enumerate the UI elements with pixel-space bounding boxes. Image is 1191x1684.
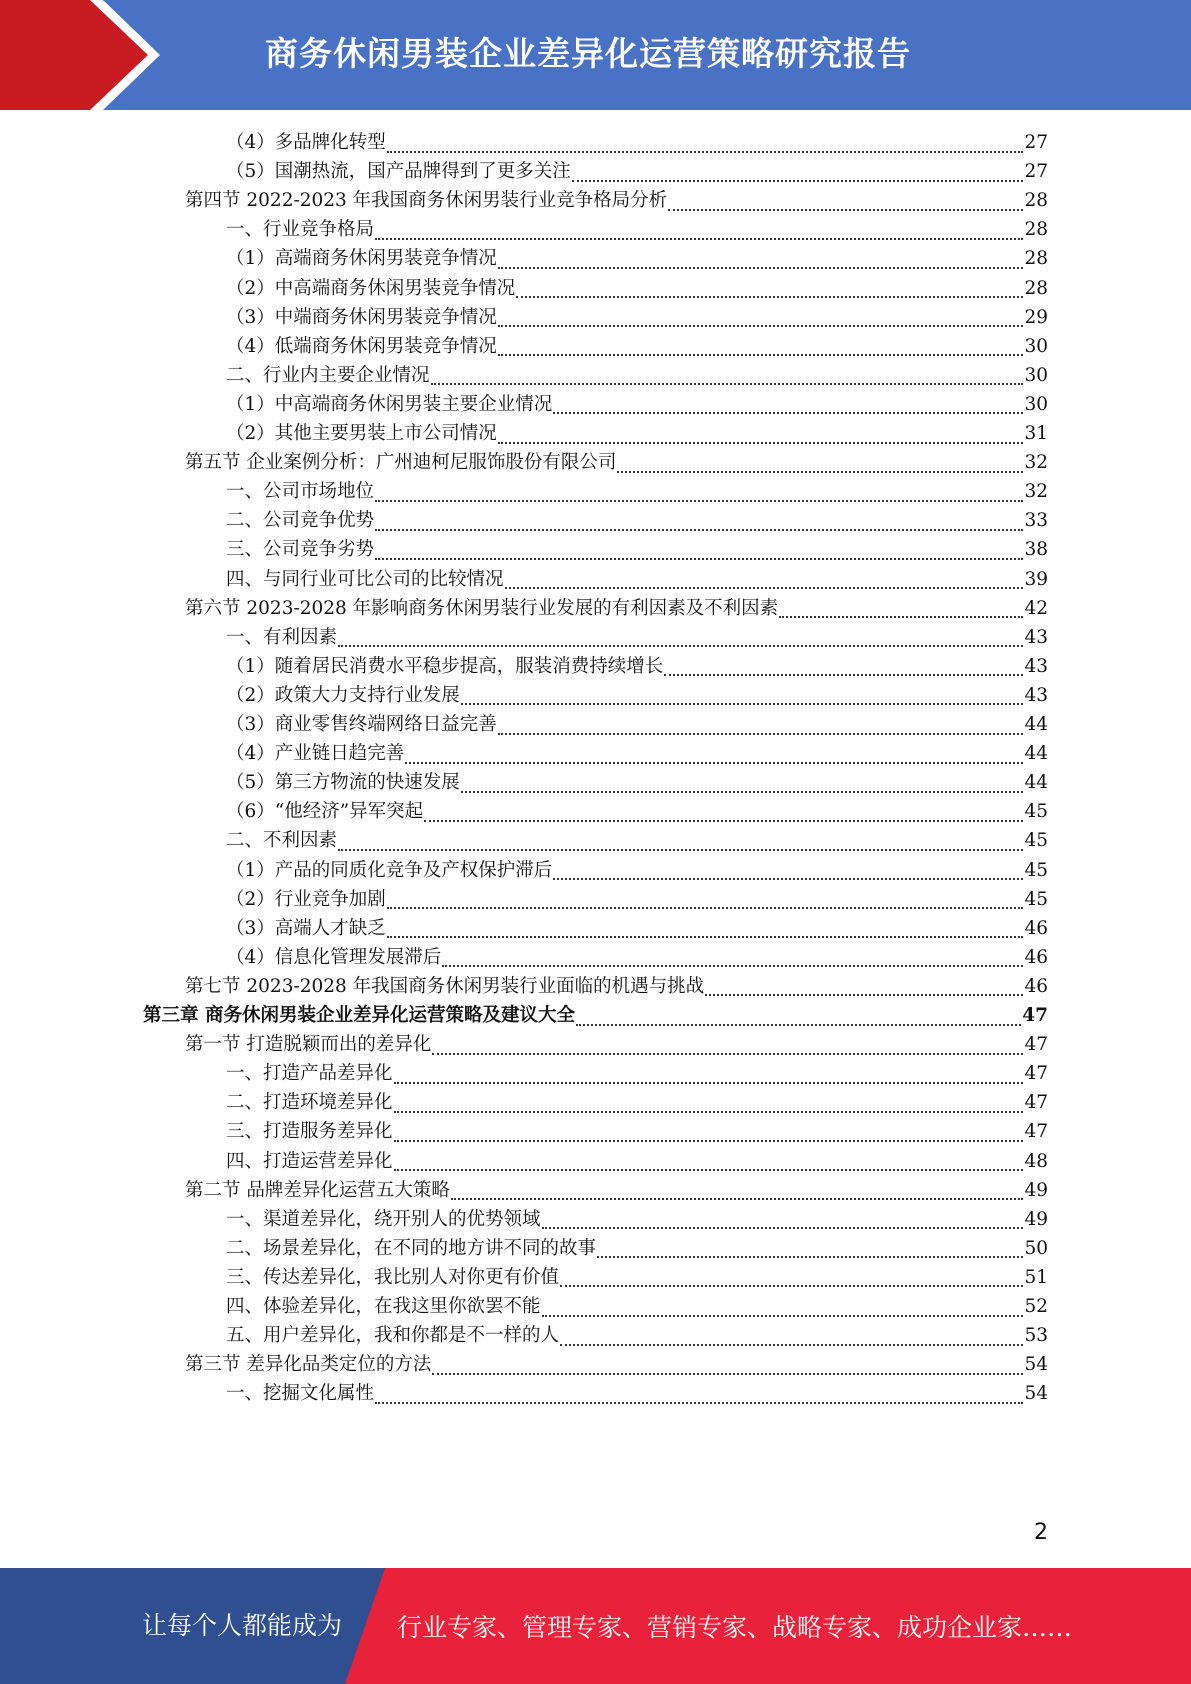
toc-entry-page: 43	[1024, 655, 1048, 677]
toc-entry-label: （4）低端商务休闲男装竞争情况	[226, 335, 497, 357]
toc-leader-dots	[405, 761, 1023, 764]
toc-entry-page: 47	[1022, 1005, 1048, 1026]
toc-entry-label: （4）产业链日趋完善	[226, 743, 405, 765]
toc-leader-dots	[572, 179, 1024, 182]
toc-entry-label: （1）中高端商务休闲男装主要企业情况	[226, 393, 553, 415]
toc-entry-page: 53	[1024, 1325, 1048, 1347]
toc-entry[interactable]	[226, 914, 1048, 944]
report-title: 商务休闲男装企业差异化运营策略研究报告	[265, 34, 911, 73]
toc-entry-label: 二、场景差异化，在不同的地方讲不同的故事	[226, 1237, 597, 1259]
header-red-arrow	[0, 0, 150, 110]
toc-entry-label: 五、用户差异化，我和你都是不一样的人	[226, 1325, 560, 1347]
toc-entry[interactable]	[185, 1030, 1048, 1060]
toc-entry-page: 43	[1024, 684, 1048, 706]
toc-entry-label: （3）中端商务休闲男装竞争情况	[226, 306, 497, 328]
toc-entry[interactable]	[226, 1379, 1048, 1409]
toc-entry-label: （2）行业竞争加剧	[226, 888, 386, 910]
toc-entry[interactable]	[185, 186, 1048, 216]
toc-entry[interactable]	[226, 856, 1048, 886]
toc-entry[interactable]	[226, 1263, 1048, 1293]
toc-leader-dots	[375, 528, 1023, 531]
toc-entry[interactable]	[226, 274, 1048, 304]
toc-entry[interactable]	[226, 885, 1048, 915]
toc-entry-label: 第二节 品牌差异化运营五大策略	[185, 1179, 450, 1201]
toc-leader-dots	[375, 1401, 1023, 1404]
page-number: 2	[1034, 1520, 1048, 1545]
toc-entry-page: 46	[1024, 917, 1048, 939]
toc-entry-label: （6）“他经济”异军突起	[226, 801, 424, 823]
toc-entry[interactable]	[226, 1205, 1048, 1235]
toc-entry-label: 四、体验差异化，在我这里你欲罢不能	[226, 1296, 541, 1317]
toc-entry[interactable]	[226, 797, 1048, 827]
toc-entry-label: （3）高端人才缺乏	[226, 917, 386, 939]
toc-entry-label: 三、公司竞争劣势	[226, 539, 375, 561]
toc-entry-page: 28	[1024, 277, 1048, 299]
toc-entry-label: 第四节 2022-2023 年我国商务休闲男装行业竞争格局分析	[185, 190, 668, 212]
toc-entry-label: 二、行业内主要企业情况	[226, 364, 430, 386]
toc-entry-label: （2）中高端商务休闲男装竞争情况	[226, 277, 516, 299]
toc-leader-dots	[461, 702, 1024, 705]
toc-leader-dots	[432, 1372, 1023, 1375]
toc-entry-label: 一、有利因素	[226, 626, 338, 648]
toc-entry-page: 30	[1024, 393, 1048, 415]
toc-leader-dots	[498, 266, 1024, 269]
toc-entry-page: 54	[1024, 1383, 1048, 1405]
toc-leader-dots	[498, 732, 1024, 735]
toc-leader-dots	[498, 324, 1024, 327]
toc-leader-dots	[542, 1314, 1024, 1317]
toc-entry-page: 32	[1024, 452, 1048, 474]
toc-entry-page: 47	[1024, 1121, 1048, 1143]
toc-entry-page: 47	[1024, 1034, 1048, 1056]
toc-entry-label: 第五节 企业案例分析：广州迪柯尼服饰股份有限公司	[185, 452, 617, 474]
toc-leader-dots	[542, 1226, 1024, 1229]
toc-entry[interactable]	[185, 448, 1048, 478]
toc-entry-label: （2）其他主要男装上市公司情况	[226, 423, 497, 444]
toc-entry-page: 46	[1024, 975, 1048, 997]
toc-entry[interactable]	[226, 681, 1048, 711]
toc-leader-dots	[431, 382, 1024, 385]
toc-entry-label: 第一节 打造脱颖而出的差异化	[185, 1034, 432, 1056]
page-header	[0, 0, 1191, 110]
toc-leader-dots	[779, 615, 1023, 618]
toc-entry[interactable]	[226, 652, 1048, 682]
toc-entry-label: 第七节 2023-2028 年我国商务休闲男装行业面临的机遇与挑战	[185, 975, 705, 997]
toc-entry-page: 43	[1024, 626, 1048, 648]
toc-leader-dots	[553, 411, 1023, 414]
toc-entry-page: 46	[1024, 946, 1048, 968]
toc-entry-page: 30	[1024, 335, 1048, 357]
toc-entry[interactable]	[143, 1001, 1048, 1031]
toc-entry-label: 四、与同行业可比公司的比较情况	[226, 568, 504, 590]
toc-entry[interactable]	[226, 768, 1048, 798]
toc-entry-page: 49	[1024, 1208, 1048, 1230]
toc-entry-page: 50	[1024, 1237, 1048, 1259]
toc-entry[interactable]	[185, 972, 1048, 1002]
toc-entry-label: 一、渠道差异化，绕开别人的优势领域	[226, 1208, 541, 1230]
toc-entry-page: 32	[1024, 481, 1048, 503]
toc-leader-dots	[375, 237, 1023, 240]
toc-entry[interactable]	[226, 565, 1048, 595]
toc-entry-page: 42	[1024, 597, 1048, 619]
toc-leader-dots	[451, 1197, 1024, 1200]
toc-entry[interactable]	[226, 1088, 1048, 1118]
toc-entry-page: 28	[1024, 190, 1048, 212]
toc-leader-dots	[668, 208, 1023, 211]
toc-leader-dots	[442, 964, 1023, 967]
toc-entry-page: 45	[1024, 888, 1048, 910]
toc-entry[interactable]	[226, 1292, 1048, 1322]
toc-entry[interactable]	[226, 332, 1048, 362]
toc-entry-label: （1）随着居民消费水平稳步提高，服装消费持续增长	[226, 655, 664, 677]
toc-leader-dots	[560, 1284, 1023, 1287]
toc-leader-dots	[617, 470, 1023, 473]
toc-entry-label: 第三章 商务休闲男装企业差异化运营策略及建议大全	[143, 1005, 575, 1026]
toc-entry-label: （4）信息化管理发展滞后	[226, 946, 442, 968]
page-footer	[0, 1568, 1191, 1684]
toc-leader-dots	[387, 150, 1024, 153]
toc-entry[interactable]	[226, 390, 1048, 420]
toc-entry-page: 54	[1024, 1354, 1048, 1376]
toc-entry-page: 29	[1024, 306, 1048, 328]
toc-entry[interactable]	[185, 1350, 1048, 1380]
footer-slogan-right: 行业专家、管理专家、营销专家、战略专家、成功企业家……	[397, 1613, 1073, 1642]
toc-entry[interactable]	[226, 215, 1048, 245]
toc-entry[interactable]	[226, 535, 1048, 565]
toc-entry[interactable]	[226, 1147, 1048, 1177]
toc-entry-page: 49	[1024, 1179, 1048, 1201]
toc-leader-dots	[394, 1139, 1024, 1142]
toc-entry-page: 27	[1024, 132, 1048, 153]
toc-entry-page: 28	[1024, 248, 1048, 270]
toc-entry-page: 51	[1024, 1266, 1048, 1288]
toc-entry-page: 47	[1024, 1063, 1048, 1085]
toc-entry[interactable]	[226, 361, 1048, 391]
toc-entry-page: 27	[1024, 161, 1048, 183]
toc-entry-page: 38	[1024, 539, 1048, 561]
footer-slogan-left: 让每个人都能成为	[142, 1611, 343, 1640]
toc-leader-dots	[424, 819, 1023, 822]
toc-entry-label: （4）多品牌化转型	[226, 132, 386, 153]
toc-entry-label: 二、公司竞争优势	[226, 510, 375, 532]
toc-entry-label: （5）第三方物流的快速发展	[226, 772, 460, 794]
toc-leader-dots	[338, 848, 1023, 851]
toc-entry[interactable]	[226, 1234, 1048, 1264]
toc-leader-dots	[705, 993, 1023, 996]
toc-entry-page: 48	[1024, 1150, 1048, 1172]
toc-entry-label: 三、传达差异化，我比别人对你更有价值	[226, 1266, 560, 1288]
toc-leader-dots	[394, 1168, 1024, 1171]
toc-entry[interactable]	[185, 594, 1048, 624]
toc-leader-dots	[664, 673, 1023, 676]
toc-entry-page: 39	[1024, 568, 1048, 590]
toc-entry[interactable]	[226, 419, 1048, 449]
toc-entry[interactable]	[226, 1059, 1048, 1089]
toc-leader-dots	[597, 1255, 1023, 1258]
toc-leader-dots	[387, 906, 1024, 909]
toc-leader-dots	[516, 295, 1023, 298]
toc-entry-page: 45	[1024, 801, 1048, 823]
toc-leader-dots	[394, 1110, 1024, 1113]
toc-leader-dots	[432, 1052, 1023, 1055]
toc-entry[interactable]	[226, 943, 1048, 973]
toc-entry[interactable]	[226, 710, 1048, 740]
toc-entry-label: 二、打造环境差异化	[226, 1092, 393, 1114]
toc-entry[interactable]	[226, 303, 1048, 333]
toc-entry-page: 52	[1024, 1296, 1048, 1317]
toc-entry-page: 44	[1024, 772, 1048, 794]
toc-entry-page: 45	[1024, 859, 1048, 881]
toc-entry[interactable]	[226, 477, 1048, 507]
toc-entry-page: 44	[1024, 743, 1048, 765]
toc-entry-label: 第六节 2023-2028 年影响商务休闲男装行业发展的有利因素及不利因素	[185, 597, 779, 619]
toc-entry-label: （2）政策大力支持行业发展	[226, 684, 460, 706]
toc-entry-label: 一、挖掘文化属性	[226, 1383, 375, 1405]
toc-leader-dots	[498, 441, 1024, 444]
toc-leader-dots	[387, 935, 1024, 938]
toc-entry[interactable]	[226, 1321, 1048, 1351]
toc-entry-label: （1）高端商务休闲男装竞争情况	[226, 248, 497, 270]
toc-entry[interactable]	[226, 1117, 1048, 1147]
toc-entry[interactable]	[226, 157, 1048, 187]
toc-entry[interactable]	[185, 1176, 1048, 1206]
toc-entry[interactable]	[226, 739, 1048, 769]
toc-entry-page: 30	[1024, 364, 1048, 386]
toc-leader-dots	[461, 790, 1024, 793]
toc-entry-label: 一、公司市场地位	[226, 481, 375, 503]
toc-entry-label: 一、行业竞争格局	[226, 219, 375, 241]
toc-entry[interactable]	[226, 244, 1048, 274]
toc-entry-page: 33	[1024, 510, 1048, 532]
toc-leader-dots	[560, 1343, 1023, 1346]
toc-leader-dots	[375, 499, 1023, 502]
toc-entry-page: 31	[1024, 423, 1048, 444]
toc-entry[interactable]	[226, 128, 1048, 158]
toc-leader-dots	[505, 586, 1024, 589]
toc-leader-dots	[576, 1023, 1021, 1026]
toc-entry[interactable]	[226, 826, 1048, 856]
toc-leader-dots	[553, 877, 1023, 880]
toc-leader-dots	[375, 557, 1023, 560]
toc-entry-page: 44	[1024, 714, 1048, 735]
toc-leader-dots	[338, 644, 1023, 647]
toc-entry-page: 47	[1024, 1092, 1048, 1114]
toc-entry[interactable]	[226, 506, 1048, 536]
toc-entry-label: 四、打造运营差异化	[226, 1150, 393, 1172]
toc-entry-label: 第三节 差异化品类定位的方法	[185, 1354, 432, 1376]
toc-leader-dots	[498, 353, 1024, 356]
toc-entry-page: 45	[1024, 830, 1048, 852]
toc-entry-page: 28	[1024, 219, 1048, 241]
toc-entry-label: 一、打造产品差异化	[226, 1063, 393, 1085]
toc-entry-label: （5）国潮热流，国产品牌得到了更多关注	[226, 161, 571, 183]
toc-leader-dots	[394, 1081, 1024, 1084]
toc-entry-label: 二、不利因素	[226, 830, 338, 852]
toc-entry-label: （3）商业零售终端网络日益完善	[226, 714, 497, 735]
toc-entry[interactable]	[226, 623, 1048, 653]
toc-entry-label: 三、打造服务差异化	[226, 1121, 393, 1143]
toc-entry-label: （1）产品的同质化竞争及产权保护滞后	[226, 859, 553, 881]
